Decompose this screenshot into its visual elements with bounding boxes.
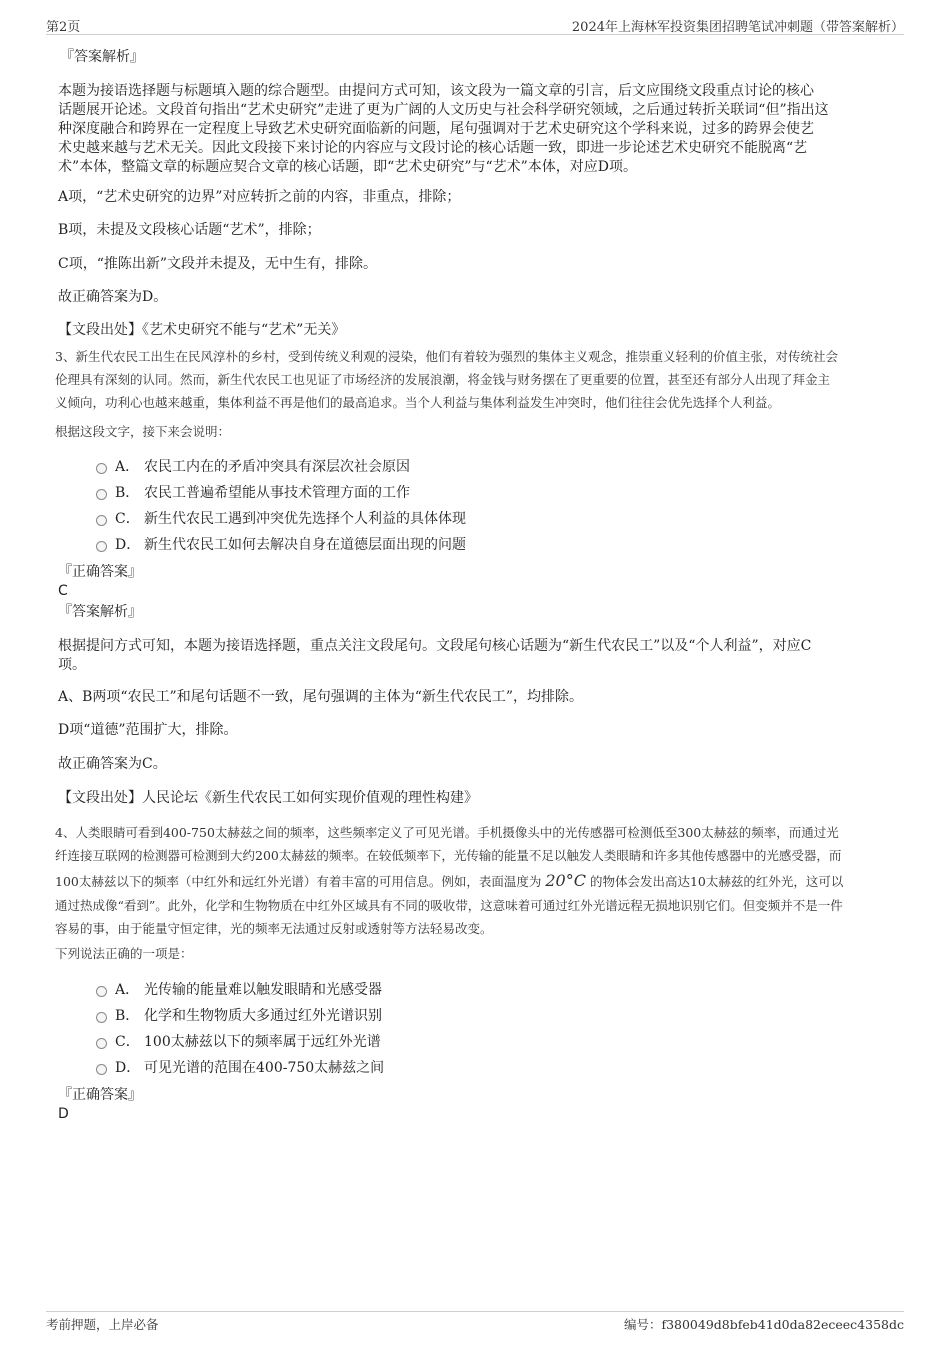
q3-conclusion: 故正确答案为C。 [58,756,167,772]
q2-analysis-line: 术”本体，整篇文章的标题应契合文章的核心话题，即“艺术史研究”与“艺术”本体，对应D项。 [58,159,638,175]
option-letter: C． [115,511,140,527]
q3-analysis-line: 根据提问方式可知，本题为接语选择题，重点关注文段尾句。文段尾句核心话题为“新生代农民工”以及“个人利益”，对应C [58,638,812,654]
q2-analysis-line: 术史越来越与艺术无关。因此文段接下来讨论的内容应与文段讨论的核心话题一致，即进一步论述艺术史研究不能脱离“艺 [58,140,808,156]
q4-stem-text: 的物体会发出高达10太赫兹的红外光，这可以 [589,874,844,889]
radio-icon[interactable] [96,1038,107,1049]
option-letter: B． [115,1008,140,1024]
option-text: 光传输的能量难以触发眼睛和光感受器 [144,982,382,998]
q3-source: 【文段出处】人民论坛《新生代农民工如何实现价值观的理性构建》 [58,790,478,806]
option-text: 农民工内在的矛盾冲突具有深层次社会原因 [144,459,410,475]
q4-stem-line-with-math [55,867,905,894]
q3-answer-label: 『正确答案』 [58,564,142,580]
option-text: 化学和生物物质大多通过红外光谱识别 [144,1008,382,1024]
option-letter: B． [115,485,140,501]
page-header [46,14,904,35]
q2-c-note: C项，“推陈出新”文段并未提及，无中生有，排除。 [58,256,378,272]
q3-d-note: D项“道德”范围扩大，排除。 [58,722,238,738]
q4-answer-label: 『正确答案』 [58,1087,142,1103]
q2-analysis [58,82,898,177]
q3-analysis [58,637,898,675]
q4-stem [55,821,905,940]
option-text: 100太赫兹以下的频率属于远红外光谱 [144,1034,381,1050]
q3-analysis-line: 项。 [58,657,86,673]
radio-icon[interactable] [96,541,107,552]
q2-source: 【文段出处】《艺术史研究不能与“艺术”无关》 [58,322,346,338]
q3-stem-line: 伦理具有深刻的认同。然而，新生代农民工也见证了市场经济的发展浪潮，将金钱与财务摆在了更重要的位置，甚至还有部分人出现了拜金主 [55,372,831,387]
q3-analysis-label: 『答案解析』 [58,604,142,620]
option-text: 农民工普遍希望能从事技术管理方面的工作 [144,485,410,501]
q2-conclusion: 故正确答案为D。 [58,289,168,305]
option-text: 可见光谱的范围在400-750太赫兹之间 [144,1060,385,1076]
q3-prompt: 根据这段文字，接下来会说明： [55,424,231,439]
footer-slogan: 考前押题，上岸必备 [46,1317,159,1332]
q3-ab-note: A、B两项“农民工”和尾句话题不一致，尾句强调的主体为“新生代农民工”，均排除。 [58,689,584,705]
q2-analysis-line: 本题为接语选择题与标题填入题的综合题型。由提问方式可知，该文段为一篇文章的引言，后文应围绕文段重点讨论的核心 [58,83,814,99]
option-letter: A． [115,982,140,998]
q4-stem-line: 通过热成像“看到”。此外，化学和生物物质在中红外区域具有不同的吸收带，这意味着可通过红外光谱远程无损地识别它们。但变频并不是一件 [55,898,843,913]
q2-analysis-label: 『答案解析』 [60,49,144,65]
q2-a-note: A项，“艺术史研究的边界”对应转折之前的内容，非重点，排除； [58,189,461,205]
option-letter: C． [115,1034,140,1050]
radio-icon[interactable] [96,1012,107,1023]
radio-icon[interactable] [96,986,107,997]
option-text: 新生代农民工遇到冲突优先选择个人利益的具体体现 [144,511,466,527]
option-letter: D． [115,1060,141,1076]
radio-icon[interactable] [96,1064,107,1075]
temperature-formula: 20°C [545,871,586,890]
q4-stem-line: 4、人类眼睛可看到400-750太赫兹之间的频率，这些频率定义了可见光谱。手机摄像头中的光传感器可检测低至300太赫兹的频率，而通过光 [55,825,839,840]
q4-stem-text: 100太赫兹以下的频率（中红外和远红外光谱）有着丰富的可用信息。例如，表面温度为 [55,874,542,889]
page-number: 第2页 [46,20,81,35]
q2-b-note: B项，未提及文段核心话题“艺术”，排除； [58,222,321,238]
q4-answer: D [58,1106,69,1122]
option-text: 新生代农民工如何去解决自身在道德层面出现的问题 [144,537,466,553]
q4-prompt: 下列说法正确的一项是： [55,946,193,961]
document-id: 编号：f380049d8bfeb41d0da82eceec4358dc [623,1317,904,1332]
document-title: 2024年上海林军投资集团招聘笔试冲刺题（带答案解析） [571,20,904,35]
radio-icon[interactable] [96,463,107,474]
option-letter: D． [115,537,141,553]
q4-stem-line: 容易的事，由于能量守恒定律，光的频率无法通过反射或透射等方法轻易改变。 [55,921,493,936]
q2-analysis-line: 种深度融合和跨界在一定程度上导致艺术史研究面临新的问题，尾句强调对于艺术史研究这个学科来说，过多的跨界会使艺 [58,121,814,137]
page-footer [46,1311,904,1332]
radio-icon[interactable] [96,515,107,526]
q3-answer: C [58,583,68,599]
q2-analysis-line: 话题展开论述。文段首句指出“艺术史研究”走进了更为广阔的人文历史与社会科学研究领域，之后通过转折关联词“但”指出这 [58,102,829,118]
radio-icon[interactable] [96,489,107,500]
q3-stem-line: 3、新生代农民工出生在民风淳朴的乡村，受到传统义利观的浸染，他们有着较为强烈的集体主义观念，推崇重义轻利的价值主张，对传统社会 [55,349,838,364]
q4-stem-line: 纤连接互联网的检测器可检测到大约200太赫兹的频率。在较低频率下，光传输的能量不足以触发人类眼睛和许多其他传感器中的光感受器，而 [55,848,842,863]
option-letter: A． [115,459,140,475]
q3-stem [55,345,905,414]
q3-stem-line: 义倾向，功利心也越来越重，集体利益不再是他们的最高追求。当个人利益与集体利益发生冲突时，他们往往会优先选择个人利益。 [55,395,781,410]
